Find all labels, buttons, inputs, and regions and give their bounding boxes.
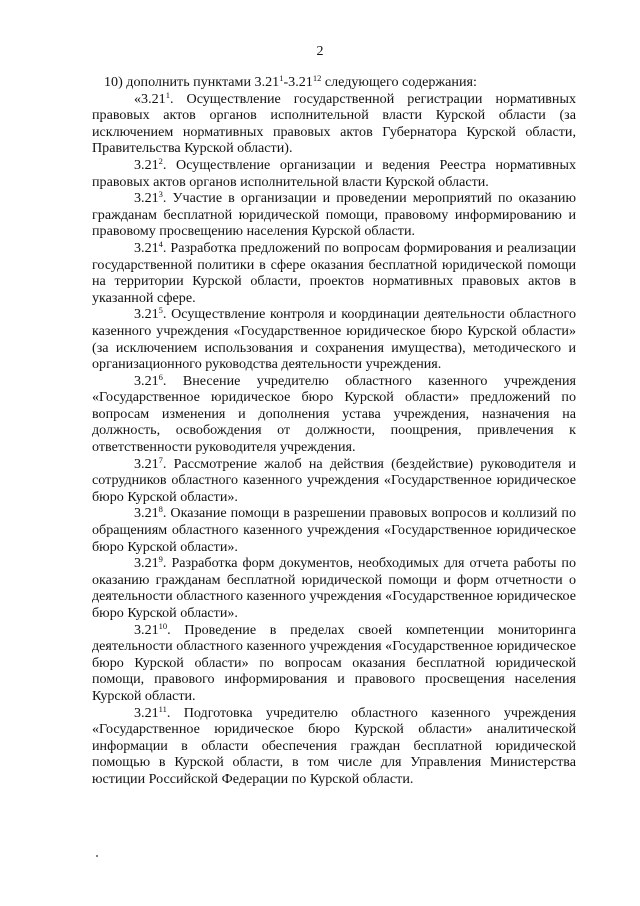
scan-speck bbox=[96, 855, 98, 857]
item-paragraph: 3.21$^{11}$. Подготовка учредителю областного казенного учреждения «Государственное юридическое бюро Курской области» аналитической информации в области обеспечения граждан бесплатной юридической помощью в Курской области, в том числе для Управления Министерства юстиции Российской Федерации по Курской области. bbox=[92, 703, 576, 787]
item-paragraph: 3.21$^4$. Разработка предложений по вопросам формирования и реализации государственной политики в сфере оказания бесплатной юридической помощи на территории Курской области, проектов нормативных правовых актов в указанной сфере. bbox=[92, 238, 576, 306]
item-paragraph: 3.21$^2$. Осуществление организации и ведения Реестра нормативных правовых актов органов исполнительной власти Курской области. bbox=[92, 155, 576, 190]
item-paragraph: 3.21$^6$. Внесение учредителю областного казенного учреждения «Государственное юридическое бюро Курской области» предложений по вопросам изменения и дополнения устава учреждения, назначения на должность, освобождения от должности, поощрения, привлечения к ответственности руководителя учреждения. bbox=[92, 371, 576, 456]
item-paragraph: 3.21$^5$. Осуществление контроля и координации деятельности областного казенного учреждения «Государственное юридическое бюро Курской области» (за исключением использования и сохранения имущества), методического и организационного руководства деятельности учреждения. bbox=[92, 305, 576, 373]
document-body bbox=[92, 74, 576, 788]
page-number: 2 bbox=[316, 44, 324, 59]
item-paragraph: 3.21$^{10}$. Проведение в пределах своей компетенции мониторинга деятельности областного казенного учреждения «Государственное юридическое бюро Курской области» по вопросам оказания бесплатной юридической помощи, правового информирования и правового просвещения населения Курской области. bbox=[92, 620, 576, 704]
item-paragraph: 3.21$^8$. Оказание помощи в разрешении правовых вопросов и коллизий по обращениям областного казенного учреждения «Государственное юридическое бюро Курской области». bbox=[92, 504, 576, 555]
item-paragraph: 3.21$^9$. Разработка форм документов, необходимых для отчета работы по оказанию гражданам бесплатной юридической помощи и форм отчетности о деятельности областного казенного учреждения «Государственное юридическое бюро Курской области». bbox=[92, 554, 576, 621]
intro-paragraph: 10) дополнить пунктами 3.21$^1$-3.21$^{12}$ следующего содержания: bbox=[104, 73, 477, 90]
item-paragraph: «3.21$^1$. Осуществление государственной регистрации нормативных правовых актов органов исполнительной власти Курской области (за исключением нормативных правовых актов Губернатора Курской области, Правительства Курской области). bbox=[92, 89, 576, 157]
item-paragraph: 3.21$^3$. Участие в организации и проведении мероприятий по оказанию гражданам бесплатной юридической помощи, правовому информированию и правовому просвещению населения Курской области. bbox=[92, 189, 576, 240]
item-paragraph: 3.21$^7$. Рассмотрение жалоб на действия (бездействие) руководителя и сотрудников областного казенного учреждения «Государственное юридическое бюро Курской области». bbox=[92, 454, 576, 505]
